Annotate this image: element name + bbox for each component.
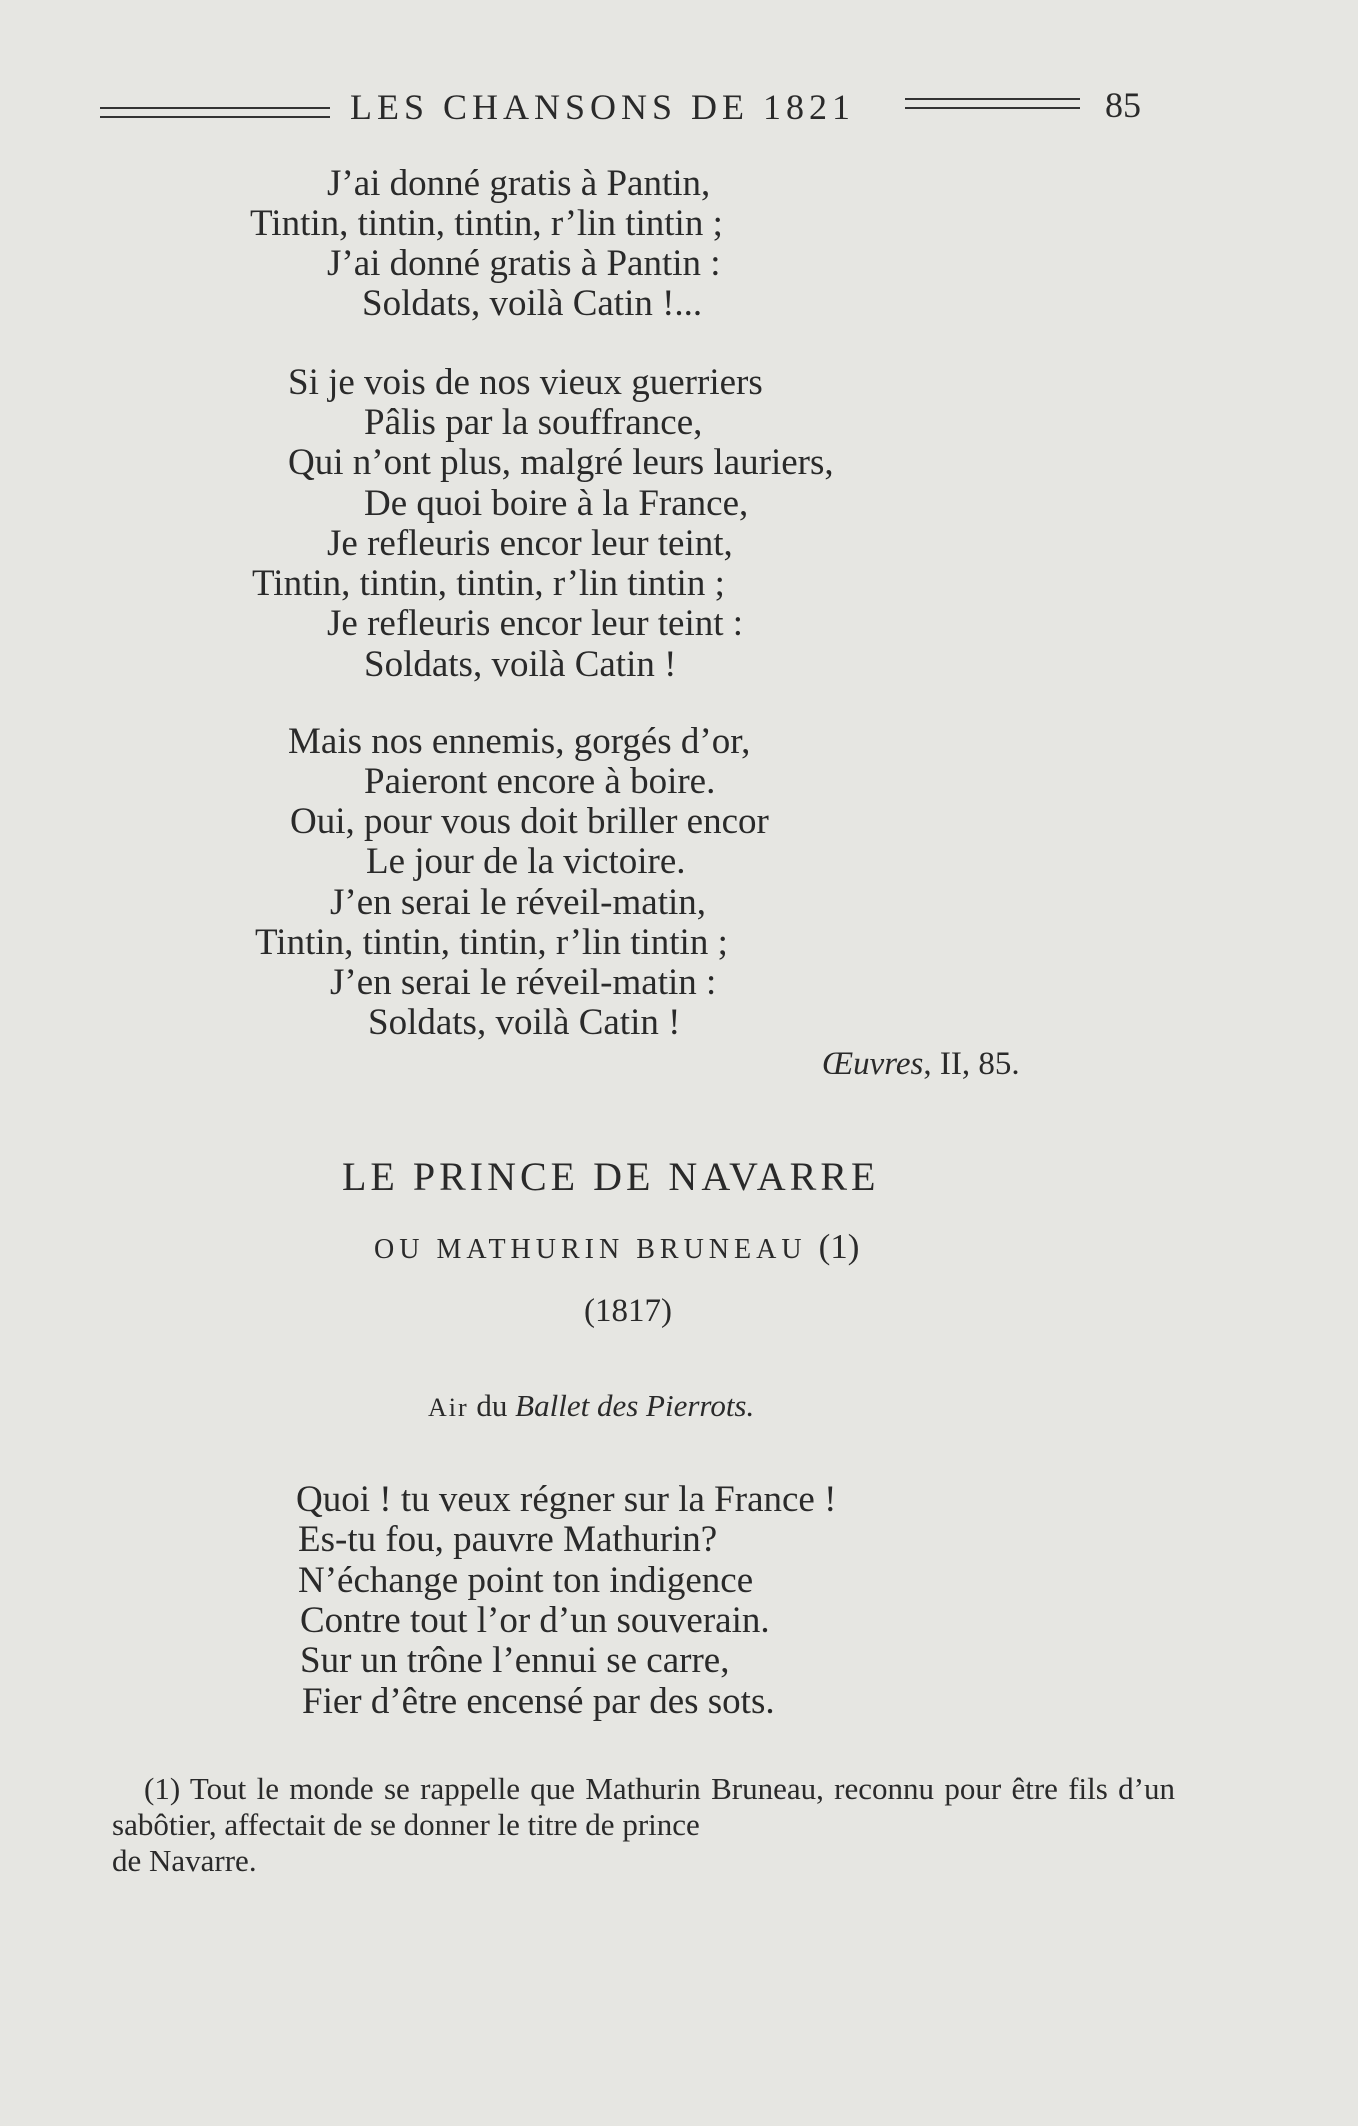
- source-ref: , II, 85.: [923, 1046, 1020, 1082]
- air-label: Air: [428, 1393, 469, 1422]
- verse-line: Si je vois de nos vieux guerriers: [288, 362, 763, 403]
- verse-line: Paieront encore à boire.: [364, 761, 716, 802]
- song-title: LE PRINCE DE NAVARRE: [342, 1154, 880, 1199]
- verse-line: N’échange point ton indigence: [298, 1560, 754, 1601]
- verse-line: Es-tu fou, pauvre Mathurin?: [298, 1519, 718, 1560]
- header-rule-right: [905, 98, 1080, 109]
- air-name: Ballet des Pierrots.: [515, 1388, 755, 1423]
- verse-line: Soldats, voilà Catin !: [364, 644, 677, 685]
- verse-line: Oui, pour vous doit briller encor: [290, 801, 769, 842]
- song-subtitle: [374, 1227, 859, 1267]
- verse-line: Soldats, voilà Catin !: [368, 1002, 681, 1043]
- verse-line: Pâlis par la souffrance,: [364, 402, 703, 443]
- verse-line: Quoi ! tu veux régner sur la France !: [296, 1479, 837, 1520]
- footnote-text: (1) Tout le monde se rappelle que Mathurin Bruneau, reconnu pour être fils d’un sabôtier, affectait de se donner le titre de prince: [112, 1771, 1175, 1842]
- verse-line: J’en serai le réveil-matin,: [330, 882, 706, 923]
- verse-line: Contre tout l’or d’un souverain.: [300, 1600, 770, 1641]
- song-year: (1817): [584, 1293, 672, 1329]
- song-subtitle-text: OU MATHURIN BRUNEAU: [374, 1234, 807, 1265]
- verse-line: Fier d’être encensé par des sots.: [302, 1681, 775, 1722]
- page-number: 85: [1105, 85, 1141, 125]
- verse-line: J’ai donné gratis à Pantin,: [327, 163, 711, 204]
- source-reference: [822, 1046, 1020, 1083]
- verse-line: Mais nos ennemis, gorgés d’or,: [288, 721, 751, 762]
- source-work: Œuvres: [822, 1046, 924, 1082]
- verse-line: Soldats, voilà Catin !...: [362, 283, 703, 324]
- air-du: du: [468, 1388, 516, 1423]
- verse-line: Qui n’ont plus, malgré leurs lauriers,: [288, 442, 834, 483]
- verse-line: Je refleuris encor leur teint :: [327, 603, 744, 644]
- verse-line: Sur un trône l’ennui se carre,: [300, 1640, 730, 1681]
- running-title: LES CHANSONS DE 1821: [350, 87, 856, 127]
- verse-line: Tintin, tintin, tintin, r’lin tintin ;: [252, 563, 725, 604]
- verse-line: Le jour de la victoire.: [366, 841, 686, 882]
- verse-line: Tintin, tintin, tintin, r’lin tintin ;: [250, 203, 723, 244]
- verse-line: Je refleuris encor leur teint,: [327, 523, 733, 564]
- verse-line: J’en serai le réveil-matin :: [330, 962, 717, 1003]
- header-rule-left: [100, 107, 330, 118]
- footnote: [112, 1771, 1175, 1879]
- verse-line: Tintin, tintin, tintin, r’lin tintin ;: [255, 922, 728, 963]
- air-line: [428, 1388, 754, 1424]
- footnote-marker: (1): [818, 1227, 860, 1266]
- footnote-last-line: de Navarre.: [112, 1843, 257, 1878]
- verse-line: J’ai donné gratis à Pantin :: [327, 243, 721, 284]
- verse-line: De quoi boire à la France,: [364, 483, 749, 524]
